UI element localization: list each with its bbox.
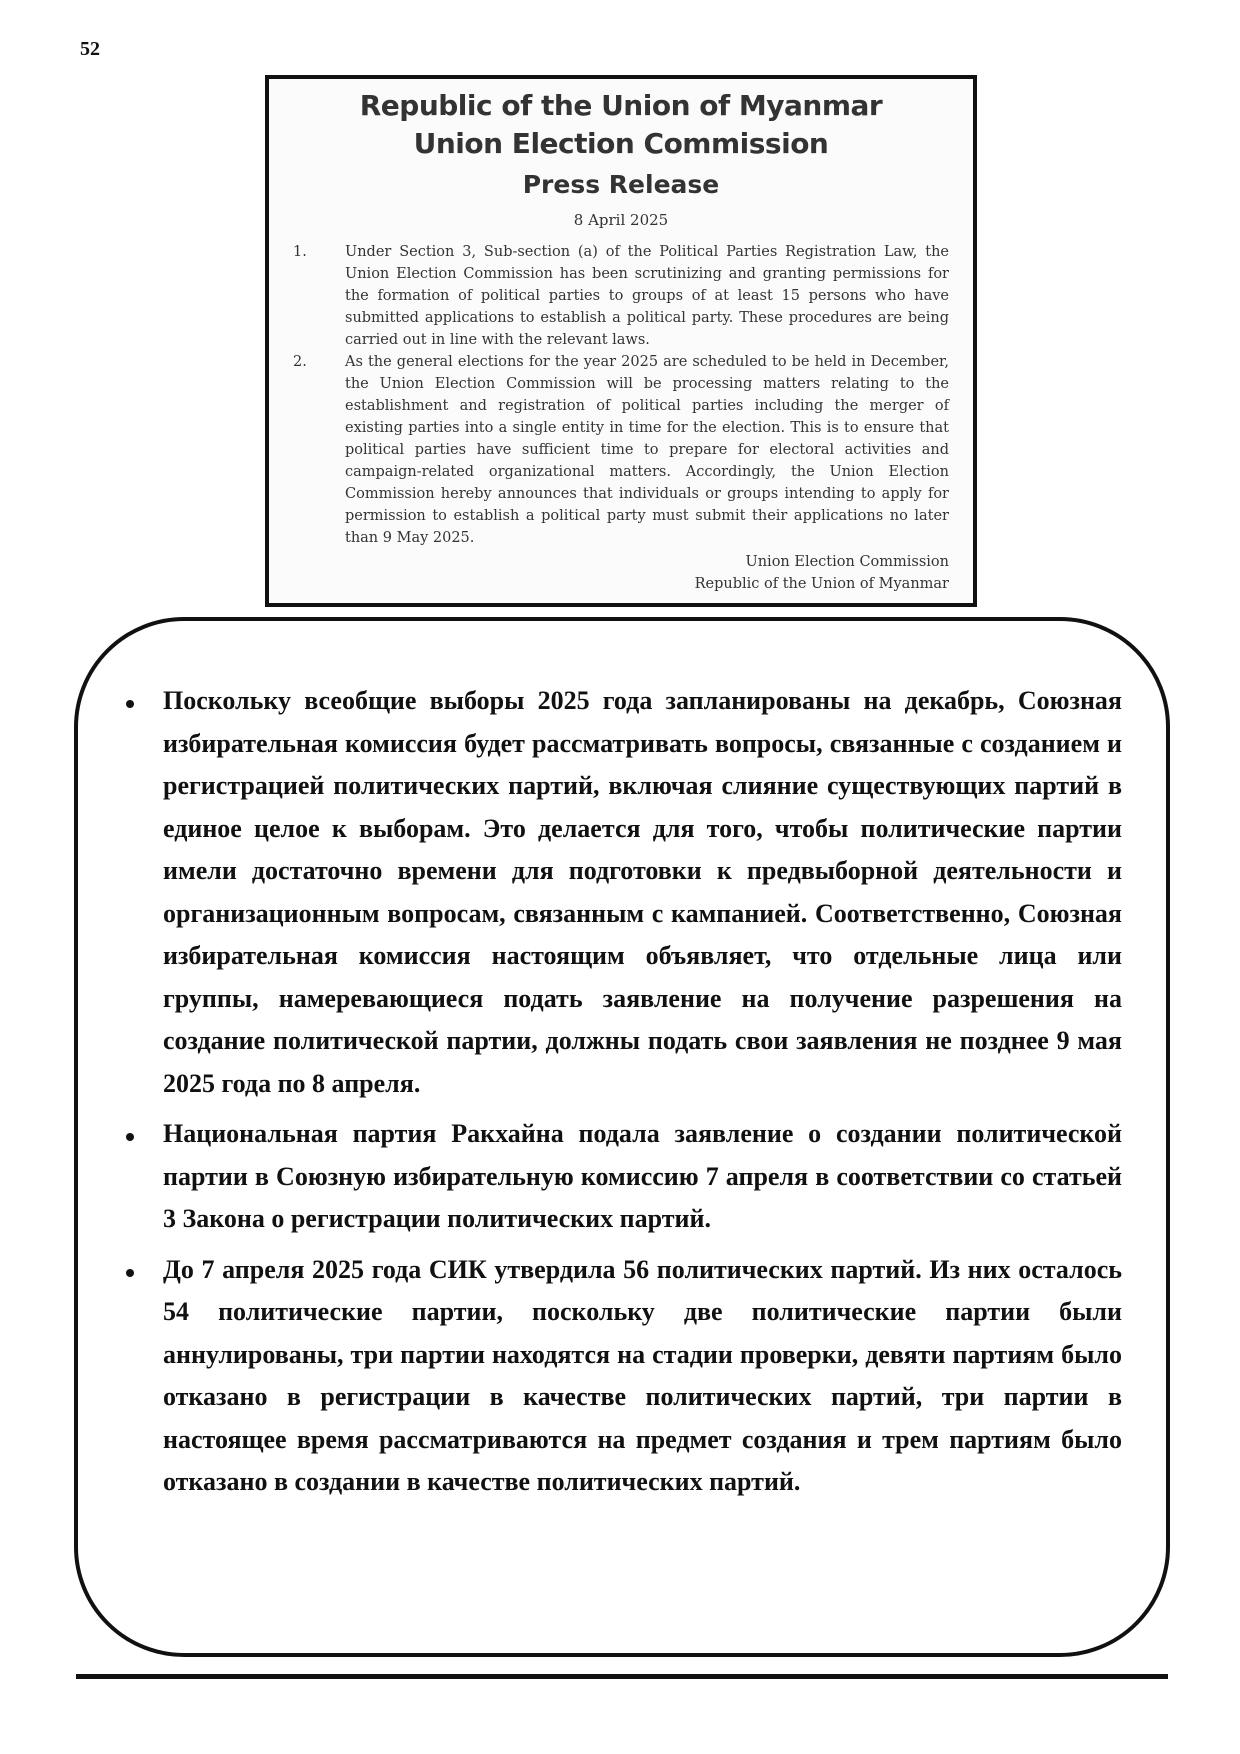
bullet-dot-icon [126,700,134,708]
press-release-title-line2: Union Election Commission [413,127,829,160]
bullet-text: Поскольку всеобщие выборы 2025 года запланированы на декабрь, Союзная избирательная комиссия будет рассматривать вопросы, связанные с созданием и регистрацией политических партий, включая слияние существующих партий в единое целое к выборам. Это делается для того, чтобы политические партии имели достаточно времени для подготовки к предвыборной деятельности и организационным вопросам, связанным с кампанией. Соответственно, Союзная избирательная комиссия настоящим объявляет, что отдельные лица или группы, намеревающиеся подать заявление на получение разрешения на создание политической партии, должны подать свои заявления не позднее 9 мая 2025 года по 8 апреля. [163,686,1122,1098]
press-release-signature-line1: Union Election Commission [745,554,949,570]
press-release-item-number: 2. [293,354,307,370]
press-release-item-number: 1. [293,244,307,260]
page-number: 52 [80,38,100,60]
press-release-date: 8 April 2025 [573,211,669,229]
press-release-image [265,75,977,607]
bullet-dot-icon [126,1133,134,1141]
bullet-item [120,1113,1122,1241]
press-release-item-text: Under Section 3, Sub-section (a) of the Political Parties Registration Law, the Union Election Commission has been scrutinizing and granting permissions for the formation of political parties to groups of at least 15 persons who have submitted applications to establish a political party. These procedures are being carried out in line with the relevant laws. [345,244,949,348]
press-release-item [293,351,949,549]
bullet-list [120,680,1122,1512]
bullet-item [120,680,1122,1105]
press-release-signature-line2: Republic of the Union of Myanmar [694,576,949,592]
press-release-subtitle: Press Release [522,170,720,199]
bullet-item [120,1249,1122,1504]
bullet-dot-icon [126,1269,134,1277]
press-release-item [293,241,949,351]
press-release-item-text: As the general elections for the year 2025 are scheduled to be held in December, the Union Election Commission will be processing matters relating to the establishment and registration of political parties including the merger of existing parties into a single entity in time for the election. This is to ensure that political parties have sufficient time to prepare for electoral activities and campaign-related organizational matters. Accordingly, the Union Election Commission hereby announces that individuals or groups intending to apply for permission to establish a political party must submit their applications no later than 9 May 2025. [345,354,949,546]
press-release-title-line1: Republic of the Union of Myanmar [359,89,883,122]
bullet-text: Национальная партия Ракхайна подала заявление о создании политической партии в Союзную избирательную комиссию 7 апреля в соответствии со статьей 3 Закона о регистрации политических партий. [163,1119,1122,1233]
bullet-text: До 7 апреля 2025 года СИК утвердила 56 политических партий. Из них осталось 54 политические партии, поскольку две политические партии были аннулированы, три партии находятся на стадии проверки, девяти партиям было отказано в регистрации в качестве политических партий, три партии в настоящее время рассматриваются на предмет создания и трем партиям было отказано в создании в качестве политических партий. [163,1254,1122,1496]
footer-rule [76,1674,1168,1679]
